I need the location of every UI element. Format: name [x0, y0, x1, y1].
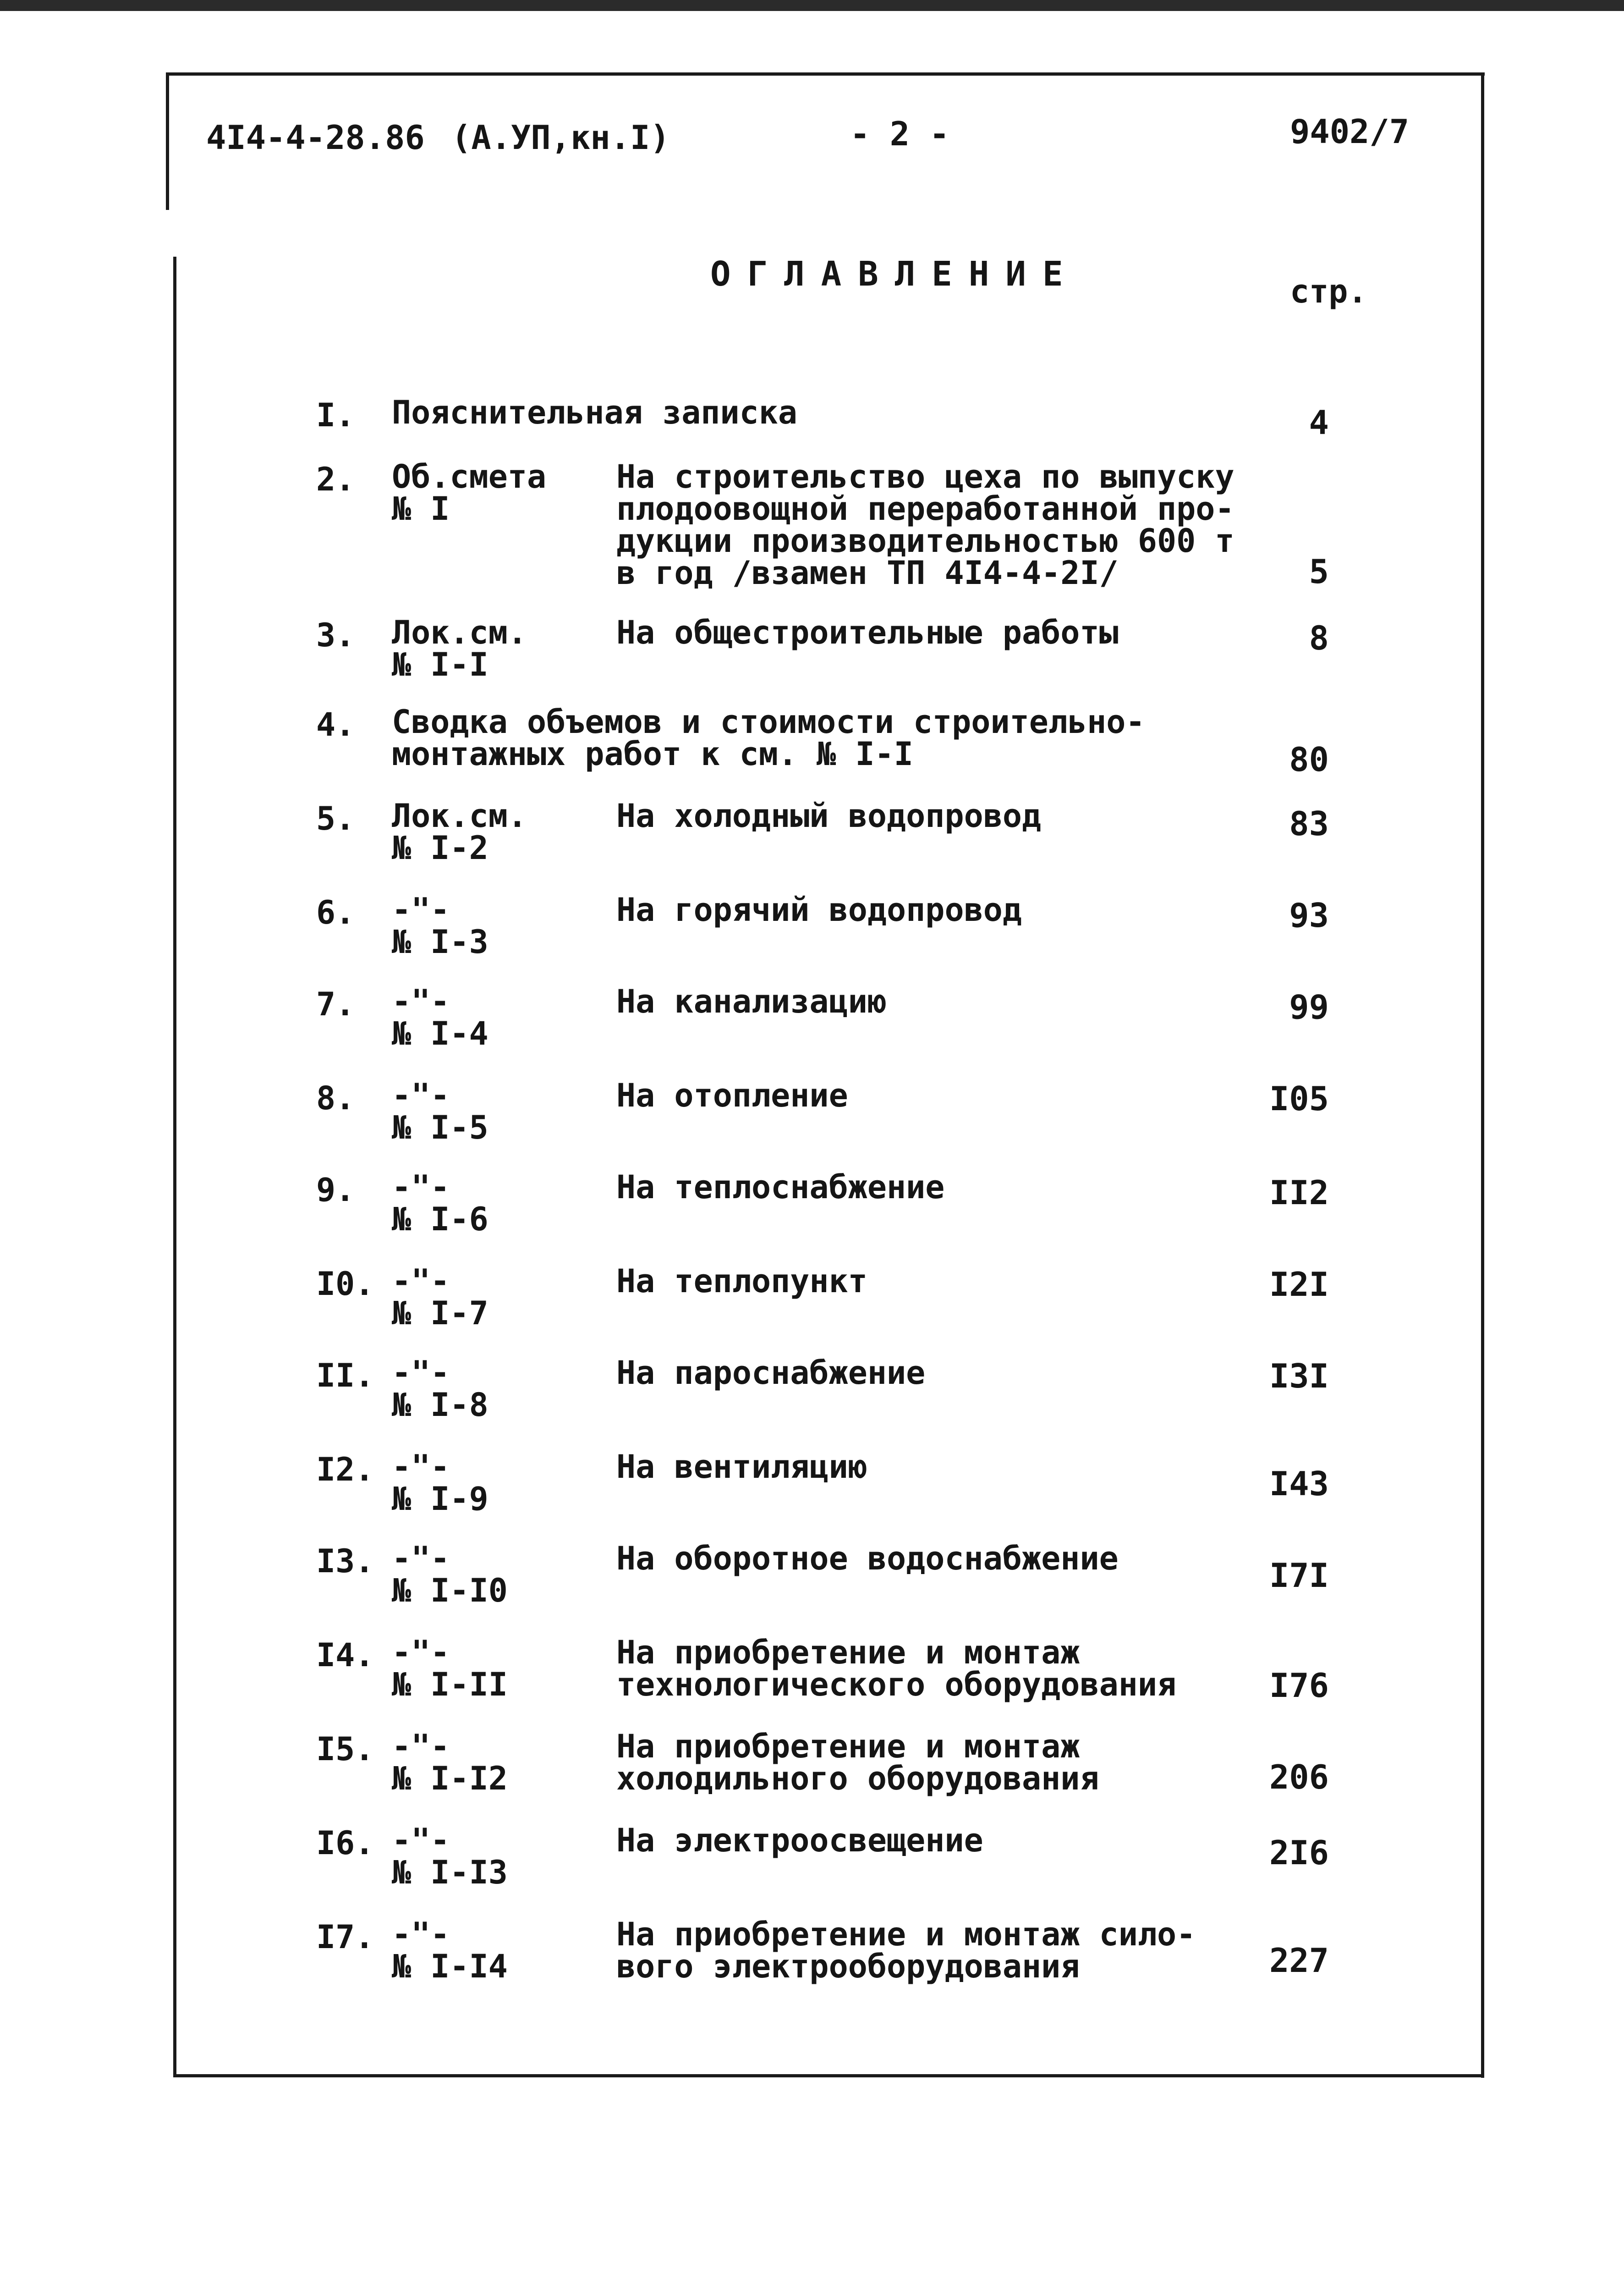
toc-entry-page: I76 [1269, 1666, 1329, 1705]
toc-entry-description: На отопление [616, 1077, 848, 1114]
toc-entry-reference: Сводка объемов и стоимости строительно- монтажных работ к см. № I-I [392, 703, 1145, 773]
toc-entry-page: I7I [1269, 1556, 1329, 1595]
toc-entry-reference: -"- № I-I3 [392, 1822, 508, 1891]
toc-entry-description: На вентиляцию [616, 1448, 867, 1486]
toc-entry-reference: -"- № I-I0 [392, 1540, 508, 1609]
toc-entry-number: I7. [316, 1918, 374, 1956]
toc-entry-number: 9. [316, 1171, 355, 1209]
frame-left-upper [166, 72, 169, 210]
frame-bottom [173, 2074, 1484, 2077]
toc-entry-reference: -"- № I-6 [392, 1168, 488, 1238]
toc-entry-reference: -"- № I-I2 [392, 1728, 508, 1797]
page-number: - 2 - [850, 115, 949, 153]
toc-entry-page: 80 [1289, 740, 1329, 779]
toc-entry-reference: Лок.см. № I-I [392, 614, 527, 683]
toc-entry-page: I2I [1269, 1265, 1329, 1304]
toc-entry-reference: -"- № I-II [392, 1634, 508, 1703]
archive-number: 9402/7 [1290, 112, 1410, 151]
toc-entry-number: 2. [316, 461, 355, 498]
toc-entry-description: На строительство цеха по выпуску плодоовощной переработанной про- дукции производительностью 600 т в год /взамен ТП 4I4-4-2I/ [616, 458, 1234, 592]
toc-entry-number: I6. [316, 1824, 374, 1862]
toc-entry-number: 5. [316, 800, 355, 837]
toc-entry-page: I3I [1269, 1357, 1329, 1395]
toc-entry-reference: -"- № I-4 [392, 983, 488, 1052]
toc-entry-number: 3. [316, 617, 355, 654]
toc-entry-number: 4. [316, 706, 355, 743]
toc-entry-description: На канализацию [616, 983, 887, 1020]
toc-entry-number: 8. [316, 1079, 355, 1117]
toc-entry-reference: -"- № I-7 [392, 1262, 488, 1332]
scan-top-edge [0, 0, 1624, 11]
doc-code: 4I4-4-28.86 [206, 118, 425, 157]
toc-entry-number: II. [316, 1357, 374, 1394]
toc-entry-page: 4 [1309, 403, 1329, 442]
toc-entry-description: На общестроительные работы [616, 614, 1119, 651]
toc-entry-number: I0. [316, 1265, 374, 1303]
toc-entry-reference: Об.смета № I [392, 458, 547, 528]
toc-entry-page: I05 [1269, 1079, 1329, 1118]
toc-entry-description: На холодный водопровод [616, 797, 1042, 835]
toc-entry-description: На пароснабжение [616, 1354, 926, 1392]
toc-entry-reference: -"- № I-3 [392, 891, 488, 961]
toc-entry-description: На теплопункт [616, 1262, 867, 1300]
toc-entry-page: 99 [1289, 988, 1329, 1026]
frame-right [1481, 72, 1484, 2078]
page-column-label: стр. [1290, 273, 1367, 310]
volume-label: (А.УП,кн.I) [451, 118, 670, 157]
frame-left-lower [173, 257, 176, 2076]
toc-entry-page: 5 [1309, 552, 1329, 591]
toc-entry-reference: Пояснительная записка [392, 394, 798, 431]
toc-entry-reference: -"- № I-I4 [392, 1916, 508, 1985]
toc-entry-description: На электроосвещение [616, 1822, 983, 1859]
toc-entry-page: 93 [1289, 896, 1329, 935]
toc-entry-description: На приобретение и монтаж холодильного оборудования [616, 1728, 1099, 1797]
toc-entry-number: I4. [316, 1636, 374, 1674]
toc-entry-page: 227 [1269, 1941, 1329, 1980]
toc-entry-reference: -"- № I-9 [392, 1448, 488, 1518]
toc-entry-description: На приобретение и монтаж технологического оборудования [616, 1634, 1177, 1703]
page-title: ОГЛАВЛЕНИЕ [710, 254, 1080, 294]
toc-entry-page: 2I6 [1269, 1834, 1329, 1872]
toc-entry-description: На оборотное водоснабжение [616, 1540, 1119, 1577]
toc-entry-reference: -"- № I-8 [392, 1354, 488, 1424]
toc-entry-page: 8 [1309, 619, 1329, 657]
toc-entry-page: I43 [1269, 1465, 1329, 1503]
toc-entry-number: I3. [316, 1542, 374, 1580]
toc-entry-page: 206 [1269, 1758, 1329, 1796]
toc-entry-number: 6. [316, 894, 355, 931]
toc-entry-number: I5. [316, 1730, 374, 1768]
toc-entry-reference: -"- № I-5 [392, 1077, 488, 1146]
toc-entry-page: II2 [1269, 1173, 1329, 1212]
toc-entry-description: На теплоснабжение [616, 1168, 945, 1206]
toc-entry-number: I2. [316, 1451, 374, 1488]
frame-top [166, 72, 1485, 76]
toc-entry-reference: Лок.см. № I-2 [392, 797, 527, 867]
toc-entry-number: 7. [316, 986, 355, 1023]
toc-entry-page: 83 [1289, 804, 1329, 843]
toc-entry-number: I. [316, 396, 355, 434]
toc-entry-description: На приобретение и монтаж сило- вого электрооборудования [616, 1916, 1196, 1985]
toc-entry-description: На горячий водопровод [616, 891, 1022, 929]
